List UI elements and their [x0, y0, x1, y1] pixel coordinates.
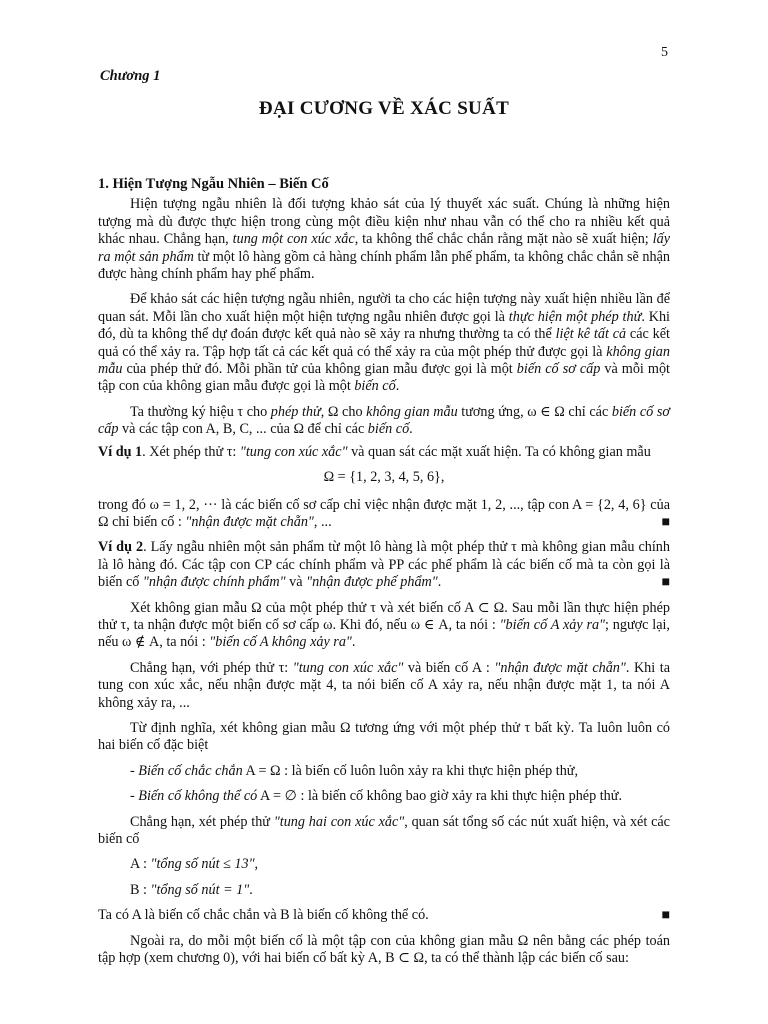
- page-number: 5: [661, 45, 668, 60]
- paragraph-8: Ta có A là biến cố chắc chắn và B là biến cố không thể có. ■: [98, 907, 670, 924]
- paragraph-7: Chẳng hạn, xét phép thử "tung hai con xúc xắc", quan sát tổng số các nút xuất hiện, và xét các biến cố: [98, 813, 670, 847]
- example-1-continued: trong đó ω = 1, 2, ··· là các biến cố sơ cấp chỉ việc nhận được mặt 1, 2, ..., tập con A = {2, 4, 6} của Ω chỉ biến cố : "nhận được mặt chẵn", ... ■: [98, 496, 670, 530]
- paragraph-5: Chẳng hạn, với phép thử τ: "tung con xúc xắc" và biến cố A : "nhận được mặt chẵn". Khi ta tung con xúc xắc, nếu nhận được mặt 4, ta nói biến cố A xảy ra, nếu nhận được mặt 1, ta nói A không xảy ra, ...: [98, 659, 670, 711]
- page-title: ĐẠI CƯƠNG VỀ XÁC SUẤT: [258, 98, 510, 119]
- example-2: Ví dụ 2. Lấy ngẫu nhiên một sản phẩm từ một lô hàng là một phép thử τ mà không gian mẫu chính là lô hàng đó. Các tập con CP các chính phẩm và PP các phế phẩm là các biến cố mà ta còn gọi là biến cố "nhận được chính phẩm" và "nhận được phế phẩm". ■: [98, 539, 670, 591]
- paragraph-2: Để khảo sát các hiện tượng ngẫu nhiên, người ta cho các hiện tượng này xuất hiện nhiều lần để quan sát. Mỗi lần cho xuất hiện một hiện tượng ngẫu nhiên được gọi là thực hiện một phép thử. Khi đó, dù ta không thể dự đoán được kết quả nào sẽ xảy ra nhưng thường ta có thể liệt kê tất cả các kết quả có thể xảy ra. Tập hợp tất cả các kết quả có thể xảy ra của một phép thử được gọi là không gian mẫu của phép thử đó. Mỗi phần tử của không gian mẫu được gọi là một biến cố sơ cấp và mỗi một tập con của không gian mẫu được gọi là một biến cố.: [98, 291, 671, 395]
- end-of-example-mark: ■: [661, 574, 670, 591]
- sample-space-formula: Ω = {1, 2, 3, 4, 5, 6},: [323, 469, 445, 486]
- list-item-sure-event: - Biến cố chắc chắn A = Ω : là biến cố luôn luôn xảy ra khi thực hiện phép thử,: [130, 762, 579, 779]
- event-b-definition: B : "tổng số nút = 1".: [130, 881, 253, 898]
- document-body: [98, 176, 670, 967]
- example-1: Ví dụ 1. Xét phép thử τ: "tung con xúc xắc" và quan sát các mặt xuất hiện. Ta có không gian mẫu: [98, 443, 651, 460]
- event-a-definition: A : "tổng số nút ≤ 13",: [130, 856, 259, 873]
- end-of-example-mark: ■: [661, 907, 670, 924]
- paragraph-1: Hiện tượng ngẫu nhiên là đối tượng khảo sát của lý thuyết xác suất. Chúng là những hiện tượng mà dù được thực hiện trong cùng một điều kiện như nhau vẫn có thể cho ra nhiều kết quả khác nhau. Chẳng hạn, tung một con xúc xắc, ta không thể chắc chắn rằng mặt nào sẽ xuất hiện; lấy ra một sản phẩm từ một lô hàng gồm cả hàng chính phẩm lẫn phế phẩm, ta không chắc chắn sẽ nhận được hàng chính phẩm hay phế phẩm.: [98, 196, 670, 283]
- paragraph-3: Ta thường ký hiệu τ cho phép thử, Ω cho không gian mẫu tương ứng, ω ∈ Ω chỉ các biến cố sơ cấp và các tập con A, B, C, ... của Ω để chỉ các biến cố.: [98, 403, 670, 438]
- end-of-example-mark: ■: [661, 513, 670, 530]
- paragraph-6: Từ định nghĩa, xét không gian mẫu Ω tương ứng với một phép thử τ bất kỳ. Ta luôn luôn có hai biến cố đặc biệt: [98, 719, 670, 754]
- section-heading: 1. Hiện Tượng Ngẫu Nhiên – Biến Cố: [98, 176, 329, 192]
- paragraph-9: Ngoài ra, do mỗi một biến cố là một tập con của không gian mẫu Ω nên bằng các phép toán tập hợp (xem chương 0), với hai biến cố bất kỳ A, B ⊂ Ω, ta có thể thành lập các biến cố sau:: [98, 932, 670, 967]
- chapter-label: Chương 1: [100, 68, 161, 84]
- list-item-impossible-event: - Biến cố không thể có A = ∅ : là biến cố không bao giờ xảy ra khi thực hiện phép thử.: [130, 788, 623, 805]
- paragraph-4: Xét không gian mẫu Ω của một phép thử τ và xét biến cố A ⊂ Ω. Sau mỗi lần thực hiện phép thử τ, ta nhận được một biến cố sơ cấp ω. Khi đó, nếu ω ∈ A, ta nói : "biến cố A xảy ra"; ngược lại, nếu ω ∉ A, ta nói : "biến cố A không xảy ra".: [98, 599, 671, 651]
